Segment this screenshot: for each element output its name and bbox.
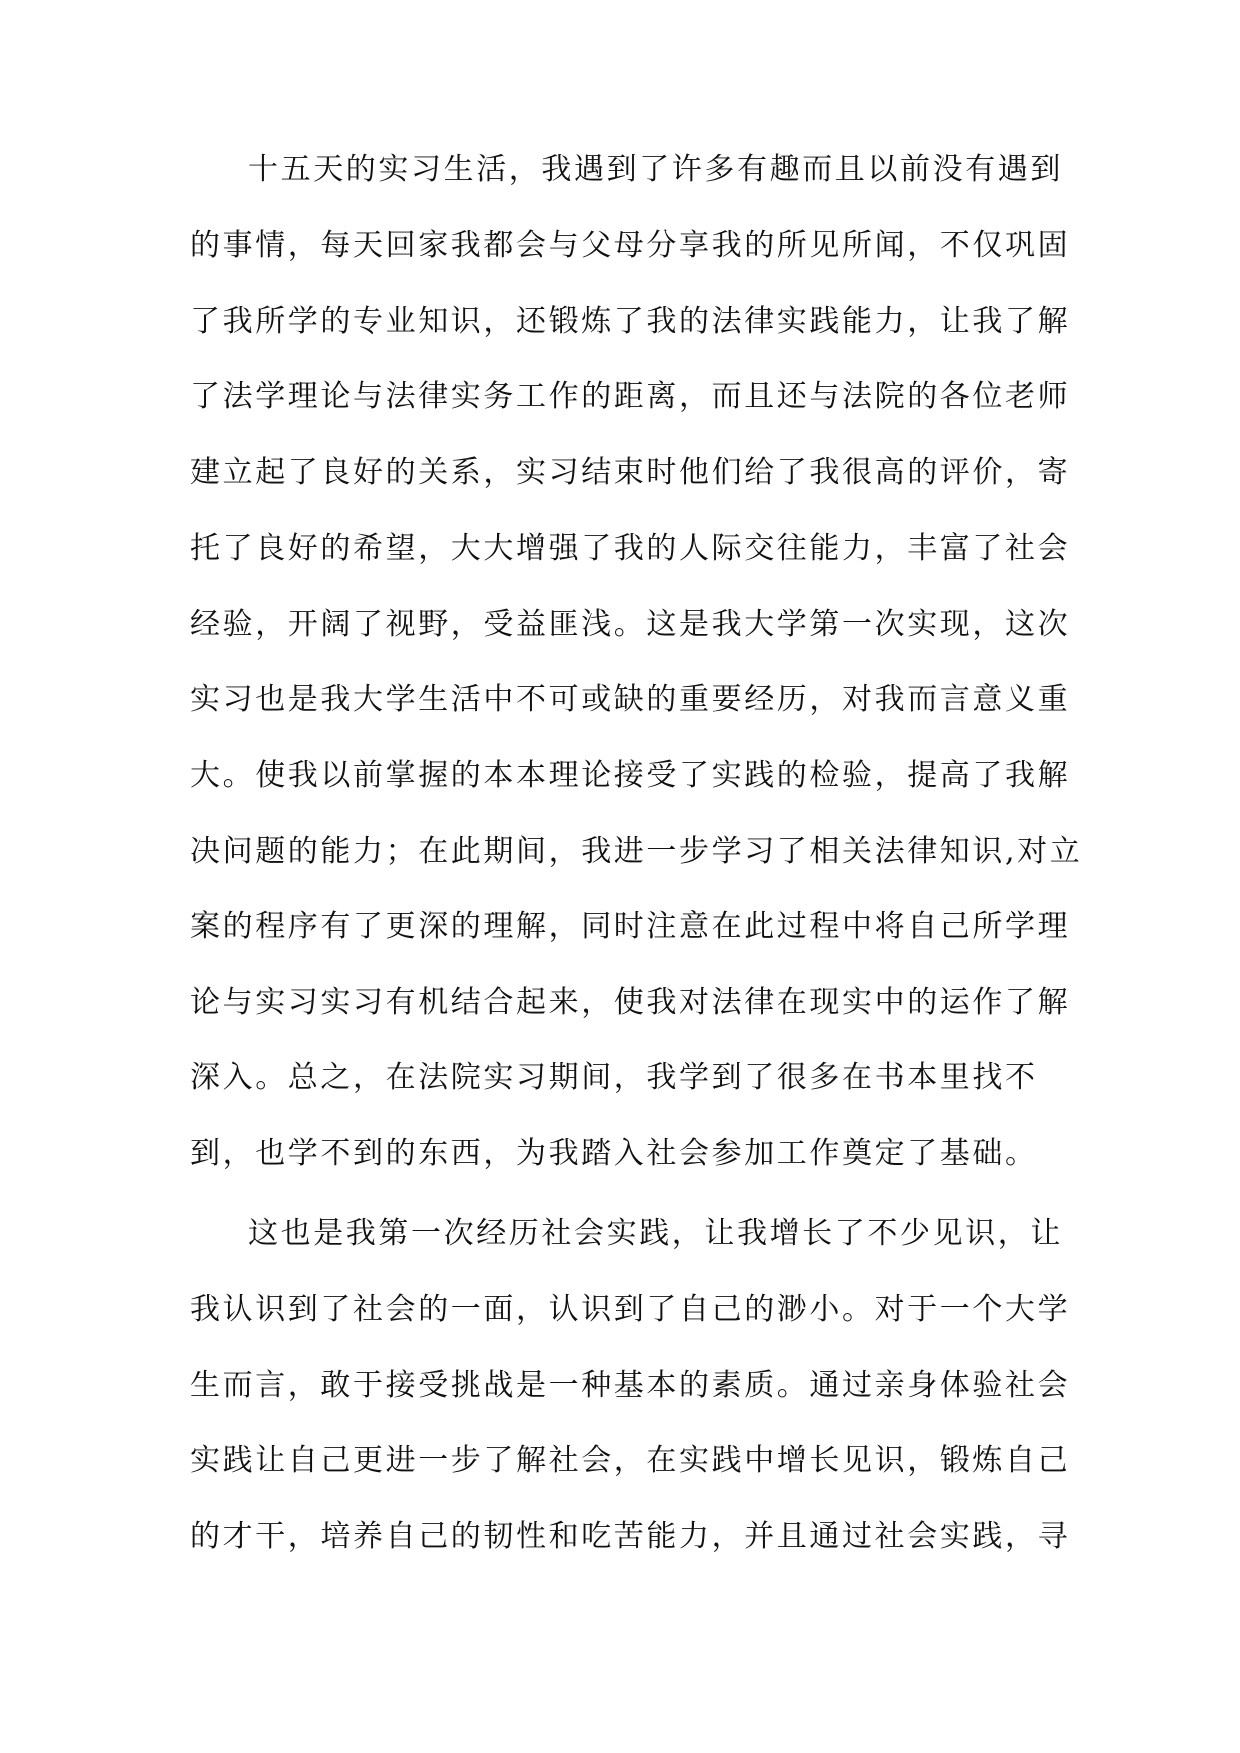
- text-line: 托了良好的希望，大大增强了我的人际交往能力，丰富了社会: [190, 531, 1071, 566]
- text-line: 建立起了良好的关系，实习结束时他们给了我很高的评价，寄: [190, 455, 1071, 490]
- text-line: 经验，开阔了视野，受益匪浅。这是我大学第一次实现，这次: [190, 607, 1071, 642]
- text-line: 案的程序有了更深的理解，同时注意在此过程中将自己所学理: [190, 909, 1071, 944]
- text-line: 这也是我第一次经历社会实践，让我增长了不少见识，让: [248, 1216, 1063, 1251]
- text-line: 了我所学的专业知识，还锻炼了我的法律实践能力，让我了解: [190, 304, 1071, 339]
- text-line: 我认识到了社会的一面，认识到了自己的渺小。对于一个大学: [190, 1292, 1071, 1327]
- text-line: 决问题的能力；在此期间，我进一步学习了相关法律知识,对立: [190, 834, 1083, 869]
- text-line: 实践让自己更进一步了解社会，在实践中增长见识，锻炼自己: [190, 1443, 1071, 1478]
- text-line: 的才干，培养自己的韧性和吃苦能力，并且通过社会实践，寻: [190, 1519, 1071, 1554]
- text-line: 大。使我以前掌握的本本理论接受了实践的检验，提高了我解: [190, 758, 1071, 793]
- text-line: 了法学理论与法律实务工作的距离，而且还与法院的各位老师: [190, 379, 1071, 414]
- text-line: 实习也是我大学生活中不可或缺的重要经历，对我而言意义重: [190, 682, 1071, 717]
- text-line: 到，也学不到的东西，为我踏入社会参加工作奠定了基础。: [190, 1136, 1038, 1171]
- text-line: 生而言，敢于接受挑战是一种基本的素质。通过亲身体验社会: [190, 1368, 1071, 1403]
- text-line: 十五天的实习生活，我遇到了许多有趣而且以前没有遇到: [248, 152, 1063, 187]
- text-line: 深入。总之，在法院实习期间，我学到了很多在书本里找不: [190, 1060, 1038, 1095]
- text-line: 论与实习实习有机结合起来，使我对法律在现实中的运作了解: [190, 985, 1071, 1020]
- text-line: 的事情，每天回家我都会与父母分享我的所见所闻，不仅巩固: [190, 228, 1071, 263]
